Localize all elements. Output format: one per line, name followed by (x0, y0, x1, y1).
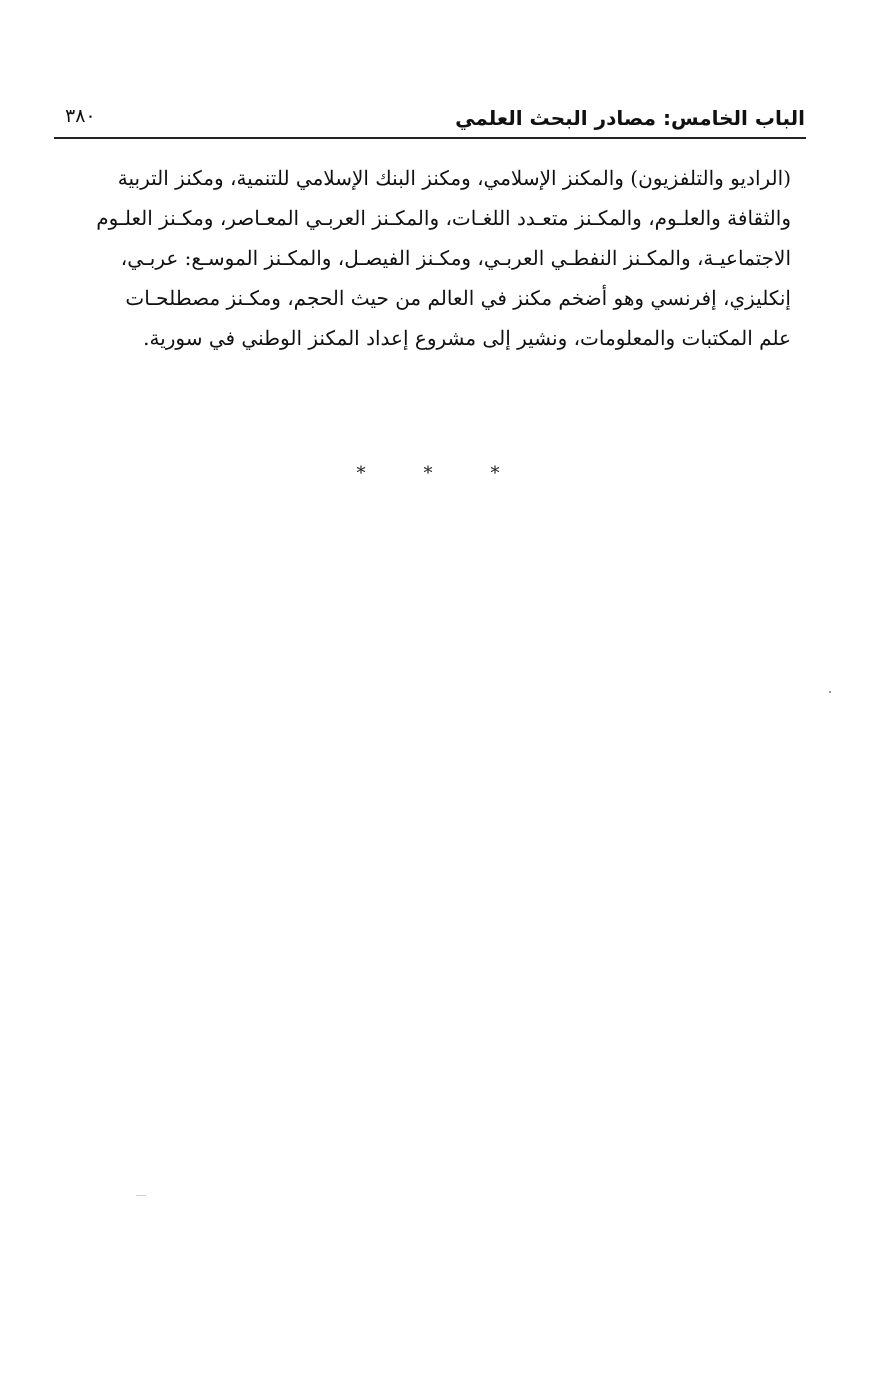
header-rule (54, 137, 806, 139)
asterisk-mark: * (423, 463, 433, 484)
text-line-1: (الراديو والتلفزيون) والمكنز الإسلامي، ومكنز البنك الإسلامي للتنمية، ومكنز التربية (117, 166, 791, 190)
section-break (355, 462, 501, 486)
text-line-4: إنكليزي، إفرنسي وهو أضخم مكنز في العالم من حيث الحجم، ومكـنز مصطلحـات (125, 286, 791, 310)
page-number: ٣٨٠ (65, 105, 96, 127)
scan-speck (829, 691, 831, 693)
body-paragraph (64, 158, 791, 358)
running-title: الباب الخامس: مصادر البحث العلمي (455, 106, 805, 130)
asterisk-mark: * (356, 463, 366, 484)
text-line-5: علم المكتبات والمعلومات، ونشير إلى مشروع إعداد المكنز الوطني في سورية. (143, 326, 791, 350)
text-line-2: والثقافة والعلـوم، والمكـنز متعـدد اللغـات، والمكـنز العربـي المعـاصر، ومكـنز العلـوم (96, 206, 791, 230)
running-head (65, 98, 805, 134)
scan-speck (136, 1195, 146, 1196)
asterisk-mark: * (490, 463, 500, 484)
text-line-3: الاجتماعيـة، والمكـنز النفطـي العربـي، ومكـنز الفيصـل، والمكـنز الموسـع: عربـي، (120, 246, 791, 270)
